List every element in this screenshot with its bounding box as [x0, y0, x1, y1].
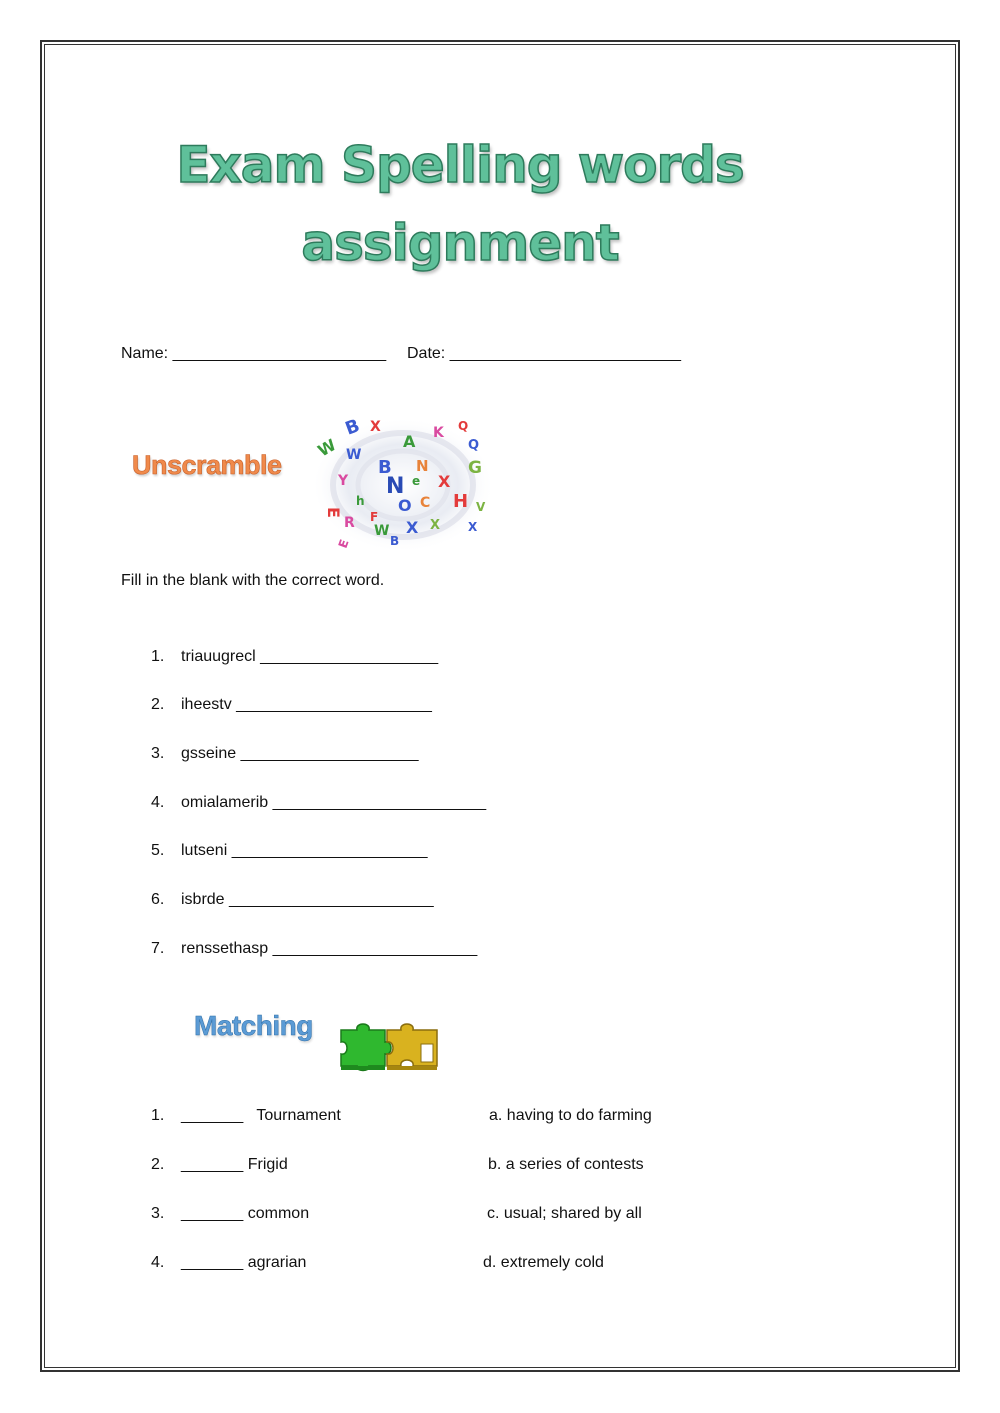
svg-text:X: X: [406, 518, 419, 537]
item-number: 1.: [151, 648, 165, 665]
svg-text:V: V: [476, 500, 486, 514]
item-text[interactable]: triauugrecl ____________________: [181, 648, 439, 665]
svg-text:G: G: [468, 458, 482, 478]
svg-text:H: H: [453, 491, 469, 512]
puzzle-pieces-image: [337, 1016, 443, 1072]
match-definition: d. extremely cold: [483, 1254, 604, 1271]
item-text[interactable]: lutseni ______________________: [181, 842, 428, 859]
svg-text:W: W: [314, 435, 340, 461]
svg-text:O: O: [398, 496, 412, 515]
svg-text:C: C: [420, 495, 431, 511]
match-term[interactable]: _______ agrarian: [181, 1254, 307, 1271]
item-number: 2.: [151, 696, 165, 713]
title-line-2: assignment: [301, 214, 619, 272]
item-text[interactable]: renssethasp _______________________: [181, 940, 478, 957]
svg-text:K: K: [433, 425, 444, 441]
item-number: 3.: [151, 745, 165, 762]
svg-text:W: W: [346, 447, 362, 463]
item-number: 6.: [151, 891, 165, 908]
svg-text:R: R: [344, 515, 355, 531]
svg-text:E: E: [335, 537, 352, 551]
svg-text:Q: Q: [468, 438, 480, 453]
svg-text:N: N: [416, 457, 429, 475]
item-text[interactable]: omialamerib ________________________: [181, 794, 487, 811]
unscramble-instruction: Fill in the blank with the correct word.: [121, 572, 385, 589]
match-term[interactable]: _______ Tournament: [181, 1107, 341, 1124]
svg-text:B: B: [378, 457, 392, 478]
unscramble-heading: Unscramble: [132, 450, 282, 480]
item-number: 3.: [151, 1205, 165, 1222]
item-text[interactable]: isbrde _______________________: [181, 891, 434, 908]
match-definition: a. having to do farming: [489, 1107, 652, 1124]
item-number: 4.: [151, 794, 165, 811]
svg-text:Y: Y: [338, 473, 349, 489]
item-number: 1.: [151, 1107, 165, 1124]
scrambled-letters-image: [308, 415, 498, 557]
match-term[interactable]: _______ common: [181, 1205, 310, 1222]
item-text[interactable]: iheestv ______________________: [181, 696, 432, 713]
item-number: 7.: [151, 940, 165, 957]
name-field[interactable]: Name: ________________________: [121, 345, 387, 362]
svg-text:N: N: [386, 474, 405, 499]
svg-text:B: B: [342, 415, 363, 440]
svg-text:A: A: [403, 432, 416, 451]
svg-text:X: X: [430, 518, 441, 533]
match-term[interactable]: _______ Frigid: [181, 1156, 288, 1173]
svg-text:F: F: [370, 510, 379, 524]
match-definition: c. usual; shared by all: [487, 1205, 642, 1222]
date-field[interactable]: Date: __________________________: [407, 345, 682, 362]
svg-text:W: W: [374, 523, 390, 539]
svg-text:X: X: [370, 419, 381, 435]
svg-text:e: e: [412, 474, 421, 488]
svg-text:h: h: [356, 494, 365, 508]
title-line-1: Exam Spelling words: [176, 136, 744, 194]
svg-text:B: B: [390, 534, 400, 548]
item-number: 2.: [151, 1156, 165, 1173]
svg-text:X: X: [468, 520, 478, 534]
matching-heading: Matching: [194, 1010, 313, 1041]
match-definition: b. a series of contests: [488, 1156, 644, 1173]
item-number: 5.: [151, 842, 165, 859]
item-text[interactable]: gsseine ____________________: [181, 745, 419, 762]
svg-text:E: E: [324, 507, 343, 518]
svg-text:X: X: [438, 472, 451, 491]
svg-text:Q: Q: [458, 419, 469, 433]
item-number: 4.: [151, 1254, 165, 1271]
